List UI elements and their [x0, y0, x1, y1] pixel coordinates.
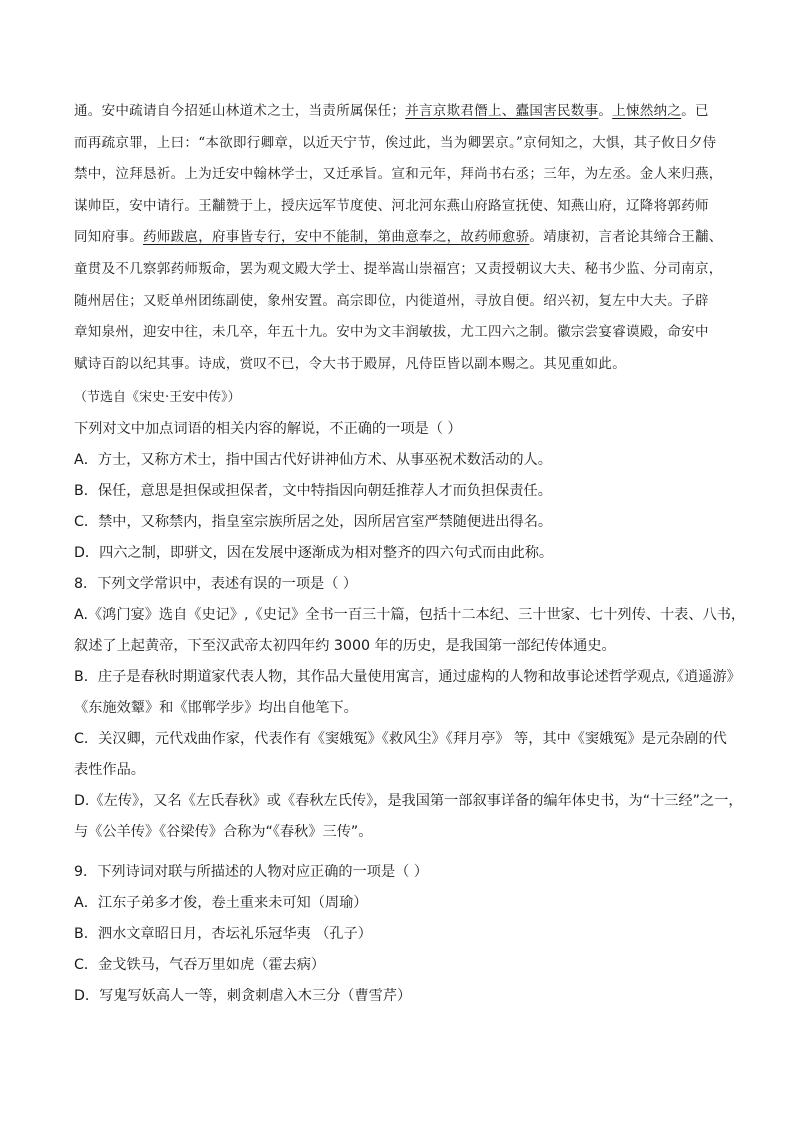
passage-text: 随州居住；又贬单州团练副使，象州安置。高宗即位，内徙道州，寻放自便。绍兴初，复左中大夫。子辟	[74, 292, 709, 309]
option-b: B．保任，意思是担保或担保者，文中特指因向朝廷推荐人才而负担保责任。	[74, 483, 552, 499]
passage-text: 通。安中疏请自今招延山林道术之士，当责所属保任；	[74, 103, 406, 119]
passage-text: 章知泉州，迎安中往，未几卒，年五十九。安中为文丰润敏拔，尤工四六之制。徽宗尝宴睿谟殿，命安中	[74, 324, 709, 341]
option-a: A．方士，又称方术士，指中国古代好讲神仙方术、从事巫祝术数活动的人。	[74, 452, 552, 468]
passage-text: 谋帅臣，安中请行。王黼赞于上，授庆远军节度使、河北河东燕山府路宣抚使、知燕山府，辽降将郭药师	[74, 197, 709, 214]
passage-text: 禁中，泣拜恳祈。上为迁安中翰林学士，又迁承旨。宣和元年，拜尚书右丞；三年，为左丞。金人来归燕，	[74, 166, 723, 183]
option-b-line-1: B．庄子是春秋时期道家代表人物，其作品大量使用寓言，通过虚构的人物和故事论述哲学观点,《逍遥游》	[74, 669, 741, 685]
option-c-line-2: 表性作品。	[74, 762, 145, 778]
option-c: C．金戈铁马，气吞万里如虎（霍去病）	[74, 957, 326, 973]
passage-line	[74, 128, 724, 160]
option-c: C．禁中，又称禁内，指皇室宗族所居之处，因所居宫室严禁随便进出得名。	[74, 514, 553, 530]
passage-text: 。靖康初，言者论其缔合王黼、	[529, 229, 723, 246]
option-a-line-2: 叙述了上起黄帝，下至汉武帝太初四年约 3000 年的历史，是我国第一部纪传体通史。	[74, 638, 616, 654]
passage-text: 赋诗百韵以纪其事。诗成，赏叹不已，令大书于殿屏，凡侍臣皆以副本赐之。其见重如此。	[74, 355, 626, 372]
passage-source: （节选自《宋史·王安中传》）	[74, 390, 241, 405]
question-8	[74, 569, 754, 848]
question-stem: 下列对文中加点词语的相关内容的解说，不正确的一项是（ ）	[74, 421, 462, 437]
passage-line	[74, 317, 724, 349]
option-c-line-1: C．关汉卿，元代戏曲作家，代表作有《窦娥冤》《救风尘》《拜月亭》 等，其中《窦娥冤》是元杂剧的代	[74, 731, 727, 747]
passage-line	[74, 349, 724, 381]
passage-line	[74, 254, 724, 286]
passage-line	[74, 96, 724, 128]
option-a: A．江东子弟多才俊，卷土重来未可知（周瑜）	[74, 895, 368, 911]
underlined-sentence: 并言京欺君僭上、蠹国害民数事	[405, 103, 599, 119]
question-stem: 9．下列诗词对联与所描述的人物对应正确的一项是（ ）	[74, 864, 429, 880]
passage-line	[74, 286, 724, 318]
classical-passage	[74, 96, 724, 380]
passage-text: 。	[598, 103, 613, 119]
passage-text: 。已	[681, 103, 709, 119]
underlined-sentence: 药师跋扈，府事皆专行，安中不能制，第曲意奉之，故药师愈骄	[143, 229, 530, 246]
passage-text: 童贯及不几察郭药师叛命，罢为观文殿大学士、提举嵩山崇福宫；又责授朝议大夫、秘书少监、分司南京，	[74, 260, 723, 277]
passage-text: 而再疏京罪，上曰：“本欲即行卿章，以近天宁节，俟过此，当为卿罢京。”京伺知之，大惧，其子攸日夕侍	[74, 134, 717, 151]
passage-line	[74, 222, 724, 254]
option-b: B．泗水文章昭日月，杏坛礼乐冠华夷 （孔子）	[74, 926, 372, 942]
question-stem: 8．下列文学常识中，表述有误的一项是（ ）	[74, 576, 358, 592]
option-d: D．写鬼写妖高人一等，刺贪刺虐入木三分（曹雪芹）	[74, 988, 412, 1004]
passage-line	[74, 191, 724, 223]
option-b-line-2: 《东施效颦》和《邯郸学步》均出自他笔下。	[74, 700, 358, 716]
option-d-line-1: D.《左传》，又名《左氏春秋》或《春秋左氏传》，是我国第一部叙事详备的编年体史书，为“十三经”之一，	[74, 793, 743, 809]
passage-text: 同知府事。	[74, 229, 143, 246]
question-7	[74, 414, 754, 569]
underlined-sentence: 上悚然纳之	[612, 103, 682, 119]
passage-line	[74, 159, 724, 191]
question-9	[74, 857, 754, 1012]
option-d: D．四六之制，即骈文，因在发展中逐渐成为相对整齐的四六句式而由此称。	[74, 545, 554, 561]
option-d-line-2: 与《公羊传》《谷梁传》合称为“《春秋》三传”。	[74, 824, 373, 840]
option-a-line-1: A.《鸿门宴》选自《史记》,《史记》全书一百三十篇，包括十二本纪、三十世家、七十列传、十表、八书，	[74, 607, 746, 623]
